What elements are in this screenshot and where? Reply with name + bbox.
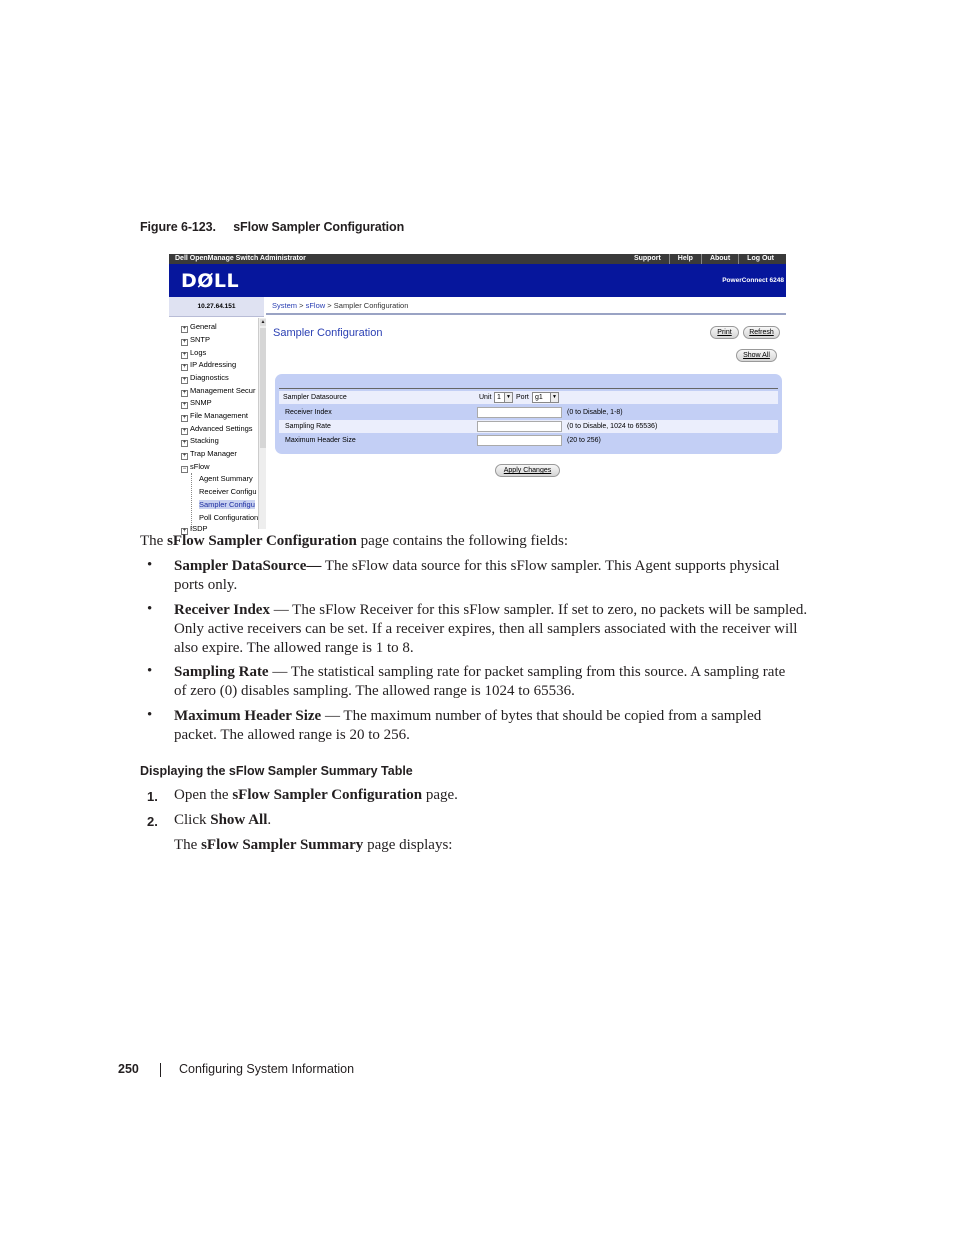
rate-label: Sampling Rate [285, 423, 331, 430]
expand-icon[interactable]: + [182, 377, 187, 383]
expand-icon[interactable]: + [182, 528, 187, 534]
scroll-thumb[interactable] [260, 328, 266, 448]
tree-connector [191, 473, 192, 529]
port-label: Port [516, 394, 529, 401]
expand-icon[interactable]: + [182, 339, 187, 345]
unit-select[interactable]: 1 ▼ [494, 392, 513, 403]
show-all-button[interactable]: Show All [736, 349, 777, 362]
bullet-marker: • [147, 707, 153, 723]
panel-divider [279, 388, 778, 389]
expand-icon[interactable]: + [182, 440, 187, 446]
bullet-marker: • [147, 663, 153, 679]
brand-banner [169, 264, 786, 297]
tree-scrollbar[interactable] [258, 318, 266, 529]
logout-link[interactable]: Log Out [738, 254, 782, 264]
tree-sub-sampler-config[interactable]: Sampler Configu [199, 500, 255, 509]
bullet-marker: • [147, 557, 153, 573]
chapter-title: Configuring System Information [179, 1062, 355, 1076]
product-name: PowerConnect 6248 [722, 277, 784, 284]
tree-sub-poll-config[interactable]: Poll Configuration [199, 513, 259, 522]
tree-item-diagnostics[interactable]: + Diagnostics [182, 373, 229, 383]
scroll-up-icon[interactable]: ▲ [260, 319, 266, 325]
datasource-row [279, 391, 778, 404]
tree-item-trap-manager[interactable]: + Trap Manager [182, 449, 237, 459]
breadcrumb-current: Sampler Configuration [333, 301, 409, 310]
port-select[interactable]: g1 ▼ [532, 392, 559, 403]
figure-number: Figure 6-123. [140, 220, 216, 234]
expand-icon[interactable]: + [182, 415, 187, 421]
tree-item-ip-addressing[interactable]: + IP Addressing [182, 360, 237, 370]
tree-item-snmp[interactable]: + SNMP [182, 398, 212, 408]
receiver-range: (0 to Disable, 1-8) [567, 409, 623, 416]
tree-item-sntp[interactable]: + SNTP [182, 335, 211, 345]
breadcrumb-system[interactable]: System [272, 301, 298, 310]
page-title: Sampler Configuration [273, 327, 383, 339]
refresh-button[interactable]: Refresh [743, 326, 780, 339]
tree-item-stacking[interactable]: + Stacking [182, 436, 219, 446]
tree-item-logs[interactable]: + Logs [182, 348, 207, 358]
step-open-page: Open the sFlow Sampler Configuration page. [174, 787, 458, 803]
sampling-rate-input[interactable] [477, 421, 562, 432]
chevron-down-icon: ▼ [504, 393, 512, 402]
expand-icon[interactable]: + [182, 364, 187, 370]
collapse-icon[interactable]: − [182, 466, 187, 472]
header-range: (20 to 256) [567, 437, 601, 444]
header-row [279, 434, 778, 447]
breadcrumb-sep: > [327, 301, 332, 310]
step-click-show-all: Click Show All. [174, 812, 272, 828]
app-title: Dell OpenManage Switch Administrator [175, 255, 306, 262]
section-heading: Displaying the sFlow Sampler Summary Table [140, 764, 413, 778]
tree-item-general[interactable]: + General [182, 322, 217, 332]
help-link[interactable]: Help [669, 254, 701, 264]
breadcrumb-sflow[interactable]: sFlow [305, 301, 326, 310]
nav-tree [169, 318, 259, 534]
figure-title: sFlow Sampler Configuration [233, 220, 405, 234]
header-label: Maximum Header Size [285, 437, 356, 444]
bullet-sampler-datasource: Sampler DataSource— The sFlow data source for this sFlow sampler. This Agent supports physical ports only. [174, 558, 780, 593]
breadcrumb-sep: > [299, 301, 304, 310]
expand-icon[interactable]: + [182, 352, 187, 358]
bullet-marker: • [147, 601, 153, 617]
print-button[interactable]: Print [710, 326, 739, 339]
receiver-label: Receiver Index [285, 409, 332, 416]
tree-item-advanced-settings[interactable]: + Advanced Settings [182, 424, 253, 434]
ip-address: 10.27.64.151 [169, 297, 264, 317]
tree-item-sflow[interactable]: − sFlow [182, 462, 210, 472]
datasource-label: Sampler Datasource [283, 394, 347, 401]
page-number: 250 [118, 1062, 139, 1076]
tree-sub-agent-summary[interactable]: Agent Summary [199, 474, 253, 483]
expand-icon[interactable]: + [182, 428, 187, 434]
top-links [626, 254, 782, 264]
expand-icon[interactable]: + [182, 402, 187, 408]
footer-divider [160, 1063, 161, 1077]
step-number: 1. [147, 789, 158, 804]
receiver-index-input[interactable] [477, 407, 562, 418]
expand-icon[interactable]: + [182, 390, 187, 396]
expand-icon[interactable]: + [182, 326, 187, 332]
bullet-max-header-size: Maximum Header Size — The maximum number of bytes that should be copied from a sampled packet. The allowed range is 20 to 256. [174, 708, 762, 743]
expand-icon[interactable]: + [182, 453, 187, 459]
support-link[interactable]: Support [633, 255, 661, 262]
tree-sub-receiver-config[interactable]: Receiver Configu [199, 487, 257, 496]
tree-item-isdp[interactable]: + ISDP [182, 524, 208, 534]
max-header-input[interactable] [477, 435, 562, 446]
sampler-form-panel [275, 374, 782, 454]
intro-paragraph: The sFlow Sampler Configuration page contains the following fields: [140, 533, 569, 549]
chevron-down-icon: ▼ [550, 393, 558, 402]
rate-range: (0 to Disable, 1024 to 65536) [567, 423, 658, 430]
top-bar [169, 254, 786, 264]
screenshot-figure [169, 254, 786, 534]
result-text: The sFlow Sampler Summary page displays: [174, 837, 453, 853]
bullet-sampling-rate: Sampling Rate — The statistical sampling rate for packet sampling from this source. A sampling rate of zero (0) disables sampling. The allowed range is 1024 to 65536. [174, 664, 786, 699]
figure-caption [140, 220, 404, 234]
about-link[interactable]: About [701, 254, 738, 264]
tree-item-file-management[interactable]: + File Management [182, 411, 248, 421]
receiver-row [279, 406, 778, 419]
breadcrumb [266, 297, 786, 315]
unit-label: Unit [479, 394, 492, 401]
tree-item-management-security[interactable]: + Management Secur [182, 386, 256, 396]
apply-changes-button[interactable]: Apply Changes [495, 464, 560, 477]
step-number: 2. [147, 814, 158, 829]
dell-logo: DØLL [181, 270, 240, 292]
bullet-receiver-index: Receiver Index — The sFlow Receiver for this sFlow sampler. If set to zero, no packets will be sampled. Only active receivers can be set. If a receiver expires, then all samplers associated with the receiver will also expire. The allowed range is 1 to 8. [174, 602, 808, 656]
rate-row [279, 420, 778, 433]
